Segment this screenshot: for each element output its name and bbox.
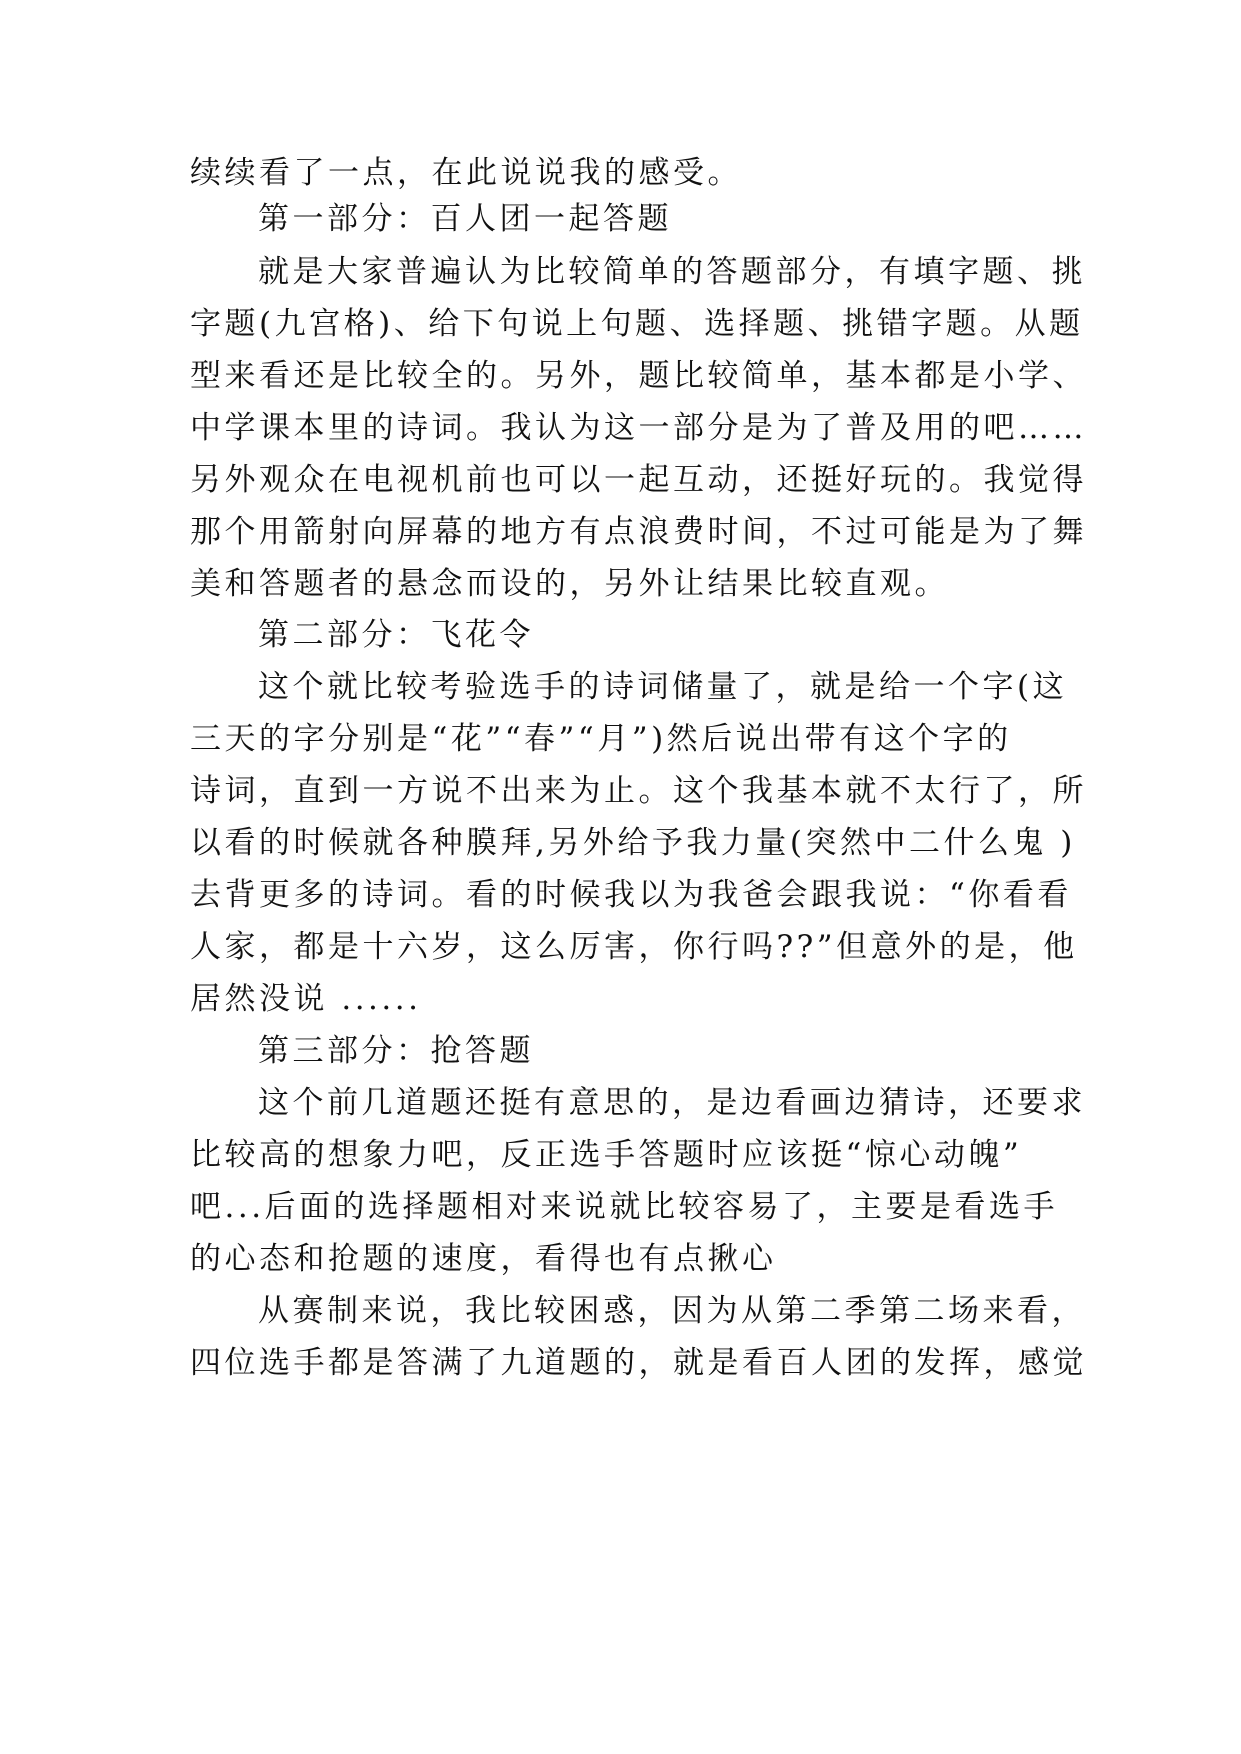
text-line: 人家，都是十六岁，这么厉害，你行吗??”但意外的是，他	[190, 929, 1078, 965]
text-line: 比较高的想象力吧，反正选手答题时应该挺“惊心动魄”	[190, 1137, 1023, 1173]
text-line: 型来看还是比较全的。另外，题比较简单，基本都是小学、	[190, 358, 1087, 394]
text-line: 居然没说 ......	[190, 981, 422, 1017]
paragraph-first-line: 这个就比较考验选手的诗词储量了，就是给一个字(这	[258, 669, 1068, 705]
text-line: 美和答题者的悬念而设的，另外让结果比较直观。	[190, 566, 949, 602]
text-line: 的心态和抢题的速度，看得也有点揪心	[190, 1241, 777, 1277]
section-heading: 第一部分：百人团一起答题	[258, 201, 672, 237]
paragraph-first-line: 这个前几道题还挺有意思的，是边看画边猜诗，还要求	[258, 1085, 1086, 1121]
paragraph-first-line: 就是大家普遍认为比较简单的答题部分，有填字题、挑	[258, 254, 1086, 290]
text-line: 去背更多的诗词。看的时候我以为我爸会跟我说：“你看看	[190, 877, 1072, 913]
text-line: 四位选手都是答满了九道题的，就是看百人团的发挥，感觉	[190, 1345, 1087, 1381]
text-line: 那个用箭射向屏幕的地方有点浪费时间，不过可能是为了舞	[190, 514, 1087, 550]
text-line: 字题(九宫格)、给下句说上句题、选择题、挑错字题。从题	[190, 306, 1084, 342]
paragraph-first-line: 从赛制来说，我比较困惑，因为从第二季第二场来看，	[258, 1293, 1086, 1329]
text-line: 诗词，直到一方说不出来为止。这个我基本就不太行了，所	[190, 773, 1087, 809]
text-line: 三天的字分别是“花”“春”“月”)然后说出带有这个字的	[190, 721, 1012, 757]
text-line: 另外观众在电视机前也可以一起互动，还挺好玩的。我觉得	[190, 462, 1087, 498]
section-heading: 第二部分：飞花令	[258, 617, 534, 653]
text-line: 中学课本里的诗词。我认为这一部分是为了普及用的吧……	[190, 410, 1087, 446]
text-line: 以看的时候就各种膜拜,另外给予我力量(突然中二什么鬼 )	[190, 825, 1076, 861]
text-line: 吧...后面的选择题相对来说就比较容易了，主要是看选手	[190, 1189, 1059, 1225]
text-line: 续续看了一点，在此说说我的感受。	[190, 155, 742, 191]
section-heading: 第三部分：抢答题	[258, 1033, 534, 1069]
